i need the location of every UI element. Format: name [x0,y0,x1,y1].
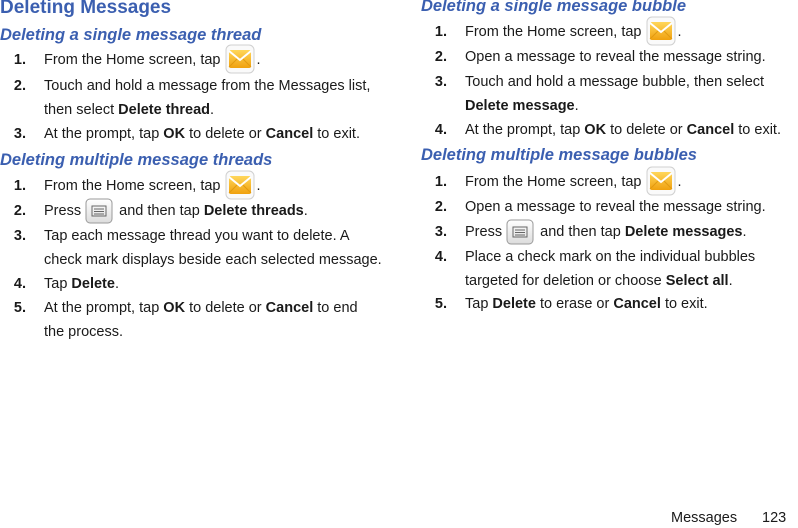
section-heading-single-thread: Deleting a single message thread [0,26,262,44]
list-item [421,170,798,194]
section-heading-single-bubble: Deleting a single message bubble [421,0,686,15]
section-heading-multiple-threads: Deleting multiple message threads [0,151,273,169]
step-text: From the Home screen, tap . [465,20,682,44]
list-item [421,195,798,219]
step-number: 2. [13,78,26,94]
list-item [421,245,798,293]
menu-key-icon [506,219,534,245]
page-number: 123 [762,510,787,526]
step-text: At the prompt, tap OK to delete or Cancel to exit. [44,126,360,142]
step-number: 1. [13,178,26,194]
list-item [421,292,798,316]
messaging-app-icon [646,166,676,196]
step-text: Touch and hold a message bubble, then select Delete message. [465,74,765,114]
messaging-app-icon [225,44,255,74]
list-item [0,199,380,223]
step-text: At the prompt, tap OK to delete or Cancel to exit. [465,122,781,138]
list-item [421,45,798,69]
step-number: 5. [13,300,26,316]
step-text: Press and then tap Delete threads. [44,199,308,223]
step-text: From the Home screen, tap . [44,174,261,198]
messaging-app-icon [225,170,255,200]
list-item [421,220,798,244]
step-number: 3. [434,224,447,240]
step-number: 3. [434,74,447,90]
menu-key-icon [85,198,113,224]
list-item [0,296,380,344]
list-item [421,118,798,142]
step-number: 5. [434,296,447,312]
messaging-app-icon [646,16,676,46]
step-text: Open a message to reveal the message string. [465,199,766,215]
list-item [0,224,385,272]
step-text: Press and then tap Delete messages. [465,220,747,244]
step-number: 2. [434,49,447,65]
step-text: Tap each message thread you want to delete. A check mark displays beside each selected message. [44,228,382,268]
step-text: Tap Delete to erase or Cancel to exit. [465,296,708,312]
step-number: 2. [13,203,26,219]
step-number: 3. [13,228,26,244]
step-text: Touch and hold a message from the Messages list, then select Delete thread. [44,78,371,118]
step-number: 1. [434,24,447,40]
step-number: 1. [434,174,447,190]
step-number: 2. [434,199,447,215]
section-heading-multiple-bubbles: Deleting multiple message bubbles [421,146,697,164]
page-title: Deleting Messages [0,0,172,18]
step-number: 4. [434,249,447,265]
step-text: From the Home screen, tap . [44,48,261,72]
footer-section-label: Messages [671,510,738,526]
list-item [0,272,380,296]
list-item [0,174,380,198]
step-text: At the prompt, tap OK to delete or Cancel to end the process. [44,300,358,340]
step-text: Open a message to reveal the message string. [465,49,766,65]
list-item [0,122,380,146]
step-number: 4. [13,276,26,292]
list-item [421,70,798,118]
list-item [421,20,798,44]
list-item [0,74,380,122]
step-number: 3. [13,126,26,142]
step-number: 4. [434,122,447,138]
step-text: Place a check mark on the individual bubbles targeted for deletion or choose Select all. [465,249,756,289]
step-text: Tap Delete. [44,276,119,292]
list-item [0,48,380,72]
step-text: From the Home screen, tap . [465,170,682,194]
step-number: 1. [13,52,26,68]
